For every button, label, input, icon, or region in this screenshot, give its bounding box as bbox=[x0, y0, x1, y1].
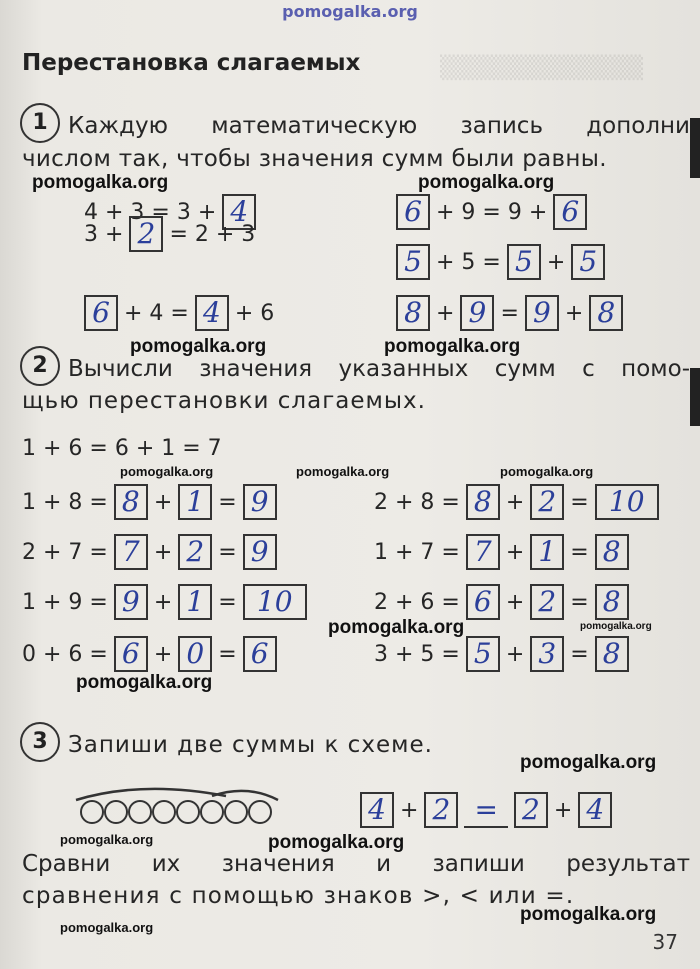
answer-box[interactable]: 5 bbox=[396, 244, 430, 280]
plus-sign: + bbox=[153, 589, 173, 615]
equals-sign: = bbox=[218, 539, 237, 565]
eq-text: + bbox=[564, 300, 584, 326]
watermark-label[interactable]: pomogalka.org bbox=[296, 464, 390, 479]
equals-sign: = bbox=[218, 489, 237, 515]
answer-box[interactable]: 4 bbox=[578, 792, 612, 828]
equals-sign: = bbox=[218, 589, 237, 615]
eq-text: = 2 + 3 bbox=[169, 221, 256, 247]
watermark-label[interactable]: pomogalka.org bbox=[328, 617, 465, 638]
answer-box[interactable]: 2 bbox=[178, 534, 212, 570]
watermark-label[interactable]: pomogalka.org bbox=[580, 621, 652, 632]
task-2-line1: Вычисли значения указанных сумм с помо- bbox=[68, 356, 690, 382]
task-2-row bbox=[374, 584, 629, 620]
result-box[interactable]: 9 bbox=[243, 534, 277, 570]
page-title: Перестановка слагаемых bbox=[22, 50, 361, 76]
plus-sign: + bbox=[505, 641, 525, 667]
task-2-line2: щью перестановки слагаемых. bbox=[22, 388, 426, 414]
task-2-number: 2 bbox=[20, 346, 60, 386]
equals-sign: = bbox=[570, 589, 589, 615]
task-3-answer bbox=[360, 792, 612, 828]
task-1-line2: числом так, чтобы значения сумм были равны. bbox=[22, 146, 607, 172]
result-box[interactable]: 8 bbox=[595, 636, 629, 672]
plus-sign: + bbox=[505, 589, 525, 615]
equals-sign: = bbox=[570, 489, 589, 515]
answer-box[interactable]: 3 bbox=[530, 636, 564, 672]
watermark-top[interactable]: pomogalka.org bbox=[282, 2, 418, 21]
answer-box[interactable]: 8 bbox=[589, 295, 623, 331]
answer-box[interactable]: 1 bbox=[178, 484, 212, 520]
answer-box[interactable]: 6 bbox=[553, 194, 587, 230]
task-3-line1: Запиши две суммы к схеме. bbox=[68, 732, 433, 758]
answer-box[interactable]: 0 bbox=[178, 636, 212, 672]
answer-box[interactable]: 7 bbox=[466, 534, 500, 570]
result-box[interactable]: 6 bbox=[243, 636, 277, 672]
edge-tab bbox=[690, 368, 700, 426]
eq-text: 3 + bbox=[84, 221, 124, 247]
answer-box[interactable]: 6 bbox=[84, 295, 118, 331]
task-1-eq-left-3 bbox=[84, 295, 274, 331]
task-2-row bbox=[374, 636, 629, 672]
watermark-label[interactable]: pomogalka.org bbox=[120, 464, 214, 479]
eq-text: + 5 = bbox=[436, 249, 501, 275]
eq-text: 1 + 8 = bbox=[22, 489, 108, 515]
answer-box[interactable]: 7 bbox=[114, 534, 148, 570]
bleed-through: ▒▒▒▒▒▒▒▒▒▒▒▒ bbox=[440, 56, 644, 81]
answer-box[interactable]: 8 bbox=[466, 484, 500, 520]
plus-sign: + bbox=[153, 641, 173, 667]
eq-text: 1 + 9 = bbox=[22, 589, 108, 615]
task-2-example: 1 + 6 = 6 + 1 = 7 bbox=[22, 436, 222, 461]
task-2-row bbox=[22, 584, 307, 620]
equals-sign[interactable]: = bbox=[464, 793, 507, 828]
watermark-label[interactable]: pomogalka.org bbox=[384, 336, 521, 357]
plus-sign: + bbox=[505, 489, 525, 515]
watermark-label[interactable]: pomogalka.org bbox=[60, 832, 154, 847]
eq-text: 1 + 7 = bbox=[374, 539, 460, 565]
task-2-row bbox=[374, 534, 629, 570]
answer-box[interactable]: 6 bbox=[396, 194, 430, 230]
task-2-row bbox=[22, 636, 277, 672]
result-box[interactable]: 10 bbox=[595, 484, 659, 520]
watermark-label[interactable]: pomogalka.org bbox=[418, 172, 555, 193]
task-2-row bbox=[374, 484, 659, 520]
task-2-row bbox=[22, 484, 277, 520]
answer-box[interactable]: 4 bbox=[222, 194, 256, 230]
answer-box[interactable]: 8 bbox=[114, 484, 148, 520]
result-box[interactable]: 9 bbox=[243, 484, 277, 520]
answer-box[interactable]: 6 bbox=[114, 636, 148, 672]
answer-box[interactable]: 6 bbox=[466, 584, 500, 620]
eq-text: + 6 bbox=[234, 300, 275, 326]
eq-text: = bbox=[500, 300, 519, 326]
equals-sign: = bbox=[570, 539, 589, 565]
equals-sign: = bbox=[218, 641, 237, 667]
task-1-number: 1 bbox=[20, 103, 60, 143]
circles-diagram bbox=[72, 782, 282, 832]
answer-box[interactable]: 5 bbox=[571, 244, 605, 280]
answer-box[interactable]: 1 bbox=[178, 584, 212, 620]
answer-box[interactable]: 8 bbox=[396, 295, 430, 331]
result-box[interactable]: 8 bbox=[595, 534, 629, 570]
task-1-eq-left-2 bbox=[84, 216, 255, 252]
eq-text: + 9 = 9 + bbox=[436, 199, 548, 225]
result-box[interactable]: 8 bbox=[595, 584, 629, 620]
watermark-label[interactable]: pomogalka.org bbox=[76, 672, 213, 693]
answer-box[interactable]: 5 bbox=[466, 636, 500, 672]
plus-sign: + bbox=[505, 539, 525, 565]
task-1-line1: Каждую математическую запись дополни bbox=[68, 113, 690, 139]
answer-box[interactable]: 2 bbox=[530, 584, 564, 620]
answer-box[interactable]: 4 bbox=[195, 295, 229, 331]
task-2-row bbox=[22, 534, 277, 570]
answer-box[interactable]: 5 bbox=[507, 244, 541, 280]
watermark-label[interactable]: pomogalka.org bbox=[60, 920, 154, 935]
eq-text: + bbox=[436, 300, 455, 326]
equals-sign: = bbox=[570, 641, 589, 667]
answer-box[interactable]: 9 bbox=[114, 584, 148, 620]
watermark-label[interactable]: pomogalka.org bbox=[268, 832, 405, 853]
eq-text: 3 + 5 = bbox=[374, 641, 460, 667]
watermark-label[interactable]: pomogalka.org bbox=[500, 464, 594, 479]
watermark-label[interactable]: pomogalka.org bbox=[130, 336, 267, 357]
answer-box[interactable]: 4 bbox=[360, 792, 394, 828]
eq-text: + bbox=[546, 249, 566, 275]
eq-text: 2 + 6 = bbox=[374, 589, 460, 615]
watermark-label[interactable]: pomogalka.org bbox=[520, 752, 657, 773]
eq-text: 2 + 8 = bbox=[374, 489, 460, 515]
eq-text: + 4 = bbox=[124, 300, 189, 326]
eq-text: 0 + 6 = bbox=[22, 641, 108, 667]
answer-box[interactable]: 9 bbox=[460, 295, 494, 331]
task-1-eq-right-3 bbox=[396, 295, 623, 331]
task-3-number: 3 bbox=[20, 722, 60, 762]
answer-box[interactable]: 2 bbox=[530, 484, 564, 520]
page-number: 37 bbox=[652, 930, 678, 954]
answer-box[interactable]: 9 bbox=[525, 295, 559, 331]
plus-sign: + bbox=[153, 489, 173, 515]
edge-tab bbox=[690, 118, 700, 178]
task-1-eq-right-2 bbox=[396, 244, 605, 280]
answer-box[interactable]: 2 bbox=[514, 792, 548, 828]
eq-text: 2 + 7 = bbox=[22, 539, 108, 565]
answer-box[interactable]: 1 bbox=[530, 534, 564, 570]
plus-sign: + bbox=[153, 539, 173, 565]
answer-box[interactable]: 2 bbox=[129, 216, 163, 252]
task-1-eq-right-1 bbox=[396, 194, 587, 230]
watermark-label[interactable]: pomogalka.org bbox=[520, 904, 657, 925]
result-box[interactable]: 10 bbox=[243, 584, 307, 620]
eq-text: 4 + 3 = 3 + bbox=[84, 199, 217, 225]
plus-sign: + bbox=[553, 797, 573, 823]
answer-box[interactable]: 2 bbox=[424, 792, 458, 828]
circle-scheme bbox=[72, 782, 282, 836]
task-3-line3: сравнения с помощью знаков >, < или =. bbox=[22, 883, 575, 909]
task-3-line2: Сравни их значения и запиши результат bbox=[22, 851, 690, 877]
plus-sign: + bbox=[400, 797, 419, 823]
watermark-label[interactable]: pomogalka.org bbox=[32, 172, 169, 193]
